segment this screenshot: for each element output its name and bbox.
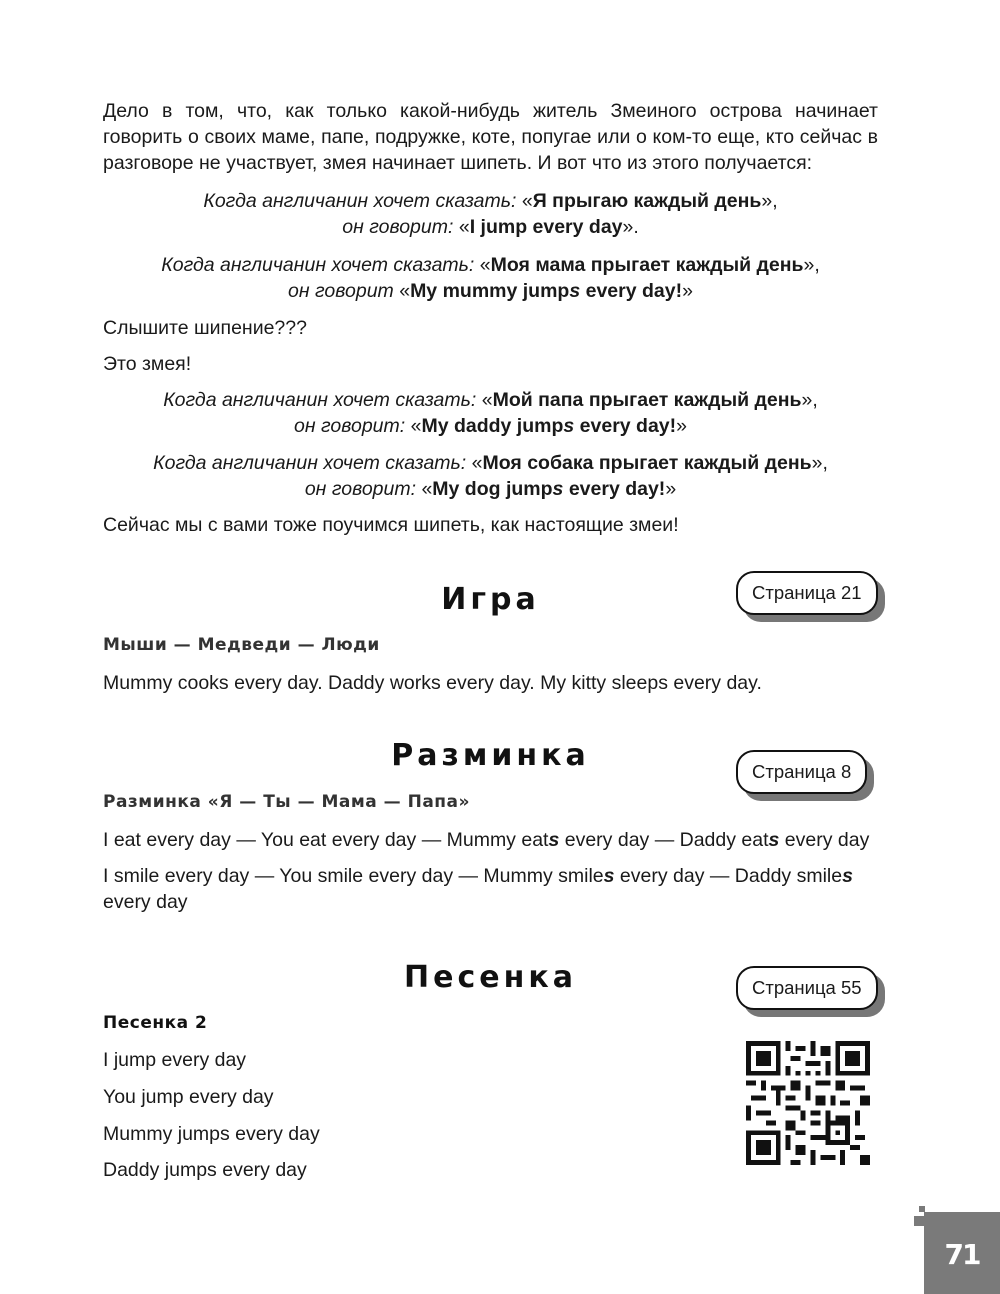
song-page-badge: Страница 55 [736,966,878,1010]
song-line-4: Daddy jumps every day [103,1159,307,1181]
song-line-3: Mummy jumps every day [103,1123,320,1145]
warmup-line-2: I smile every day — You smile every day — Mummy smiles every day — Daddy smiles every day [103,865,853,913]
page-number-tab [924,1212,1000,1294]
example-3: Когда англичанин хочет сказать: «Мой папа прыгает каждый день», он говорит: «My daddy jumps every day!» [163,389,818,437]
song-subheading: Песенка 2 [103,1013,208,1033]
warmup-heading: Разминка [391,738,590,773]
song-line-2: You jump every day [103,1086,274,1108]
game-heading: Игра [441,582,540,617]
game-page-badge: Страница 21 [736,571,878,615]
example-2: Когда англичанин хочет сказать: «Моя мама прыгает каждый день», он говорит «My mummy jumps every day!» [161,254,820,302]
page-number: 71 [944,1238,980,1271]
warmup-page-badge: Страница 8 [736,750,867,794]
outro-line: Сейчас мы с вами тоже поучимся шипеть, как настоящие змеи! [103,514,679,536]
song-line-1: I jump every day [103,1049,247,1071]
game-line: Mummy cooks every day. Daddy works every day. My kitty sleeps every day. [103,672,762,694]
example-4: Когда англичанин хочет сказать: «Моя собака прыгает каждый день», он говорит: «My dog jumps every day!» [153,452,828,500]
game-subheading: Мыши — Медведи — Люди [103,635,380,655]
song-heading: Песенка [404,960,577,995]
tab-decoration [919,1206,925,1212]
qr-code-icon [746,1041,870,1165]
example-1: Когда англичанин хочет сказать: «Я прыгаю каждый день», он говорит: «I jump every day». [203,190,778,238]
warmup-line-1: I eat every day — You eat every day — Mummy eats every day — Daddy eats every day [103,829,870,851]
tab-decoration [914,1216,924,1226]
hiss-line: Слышите шипение??? [103,317,307,339]
snake-line: Это змея! [103,353,192,375]
warmup-subheading: Разминка «Я — Ты — Мама — Папа» [103,792,470,812]
intro-paragraph: Дело в том, что, как только какой-нибудь житель Змеиного острова начинает говорить о своих маме, папе, подружке, коте, попугае или о ком-то еще, кто сейчас в разговоре не участвует, змея начинает шипеть. И вот что из этого получается: [103,100,878,174]
